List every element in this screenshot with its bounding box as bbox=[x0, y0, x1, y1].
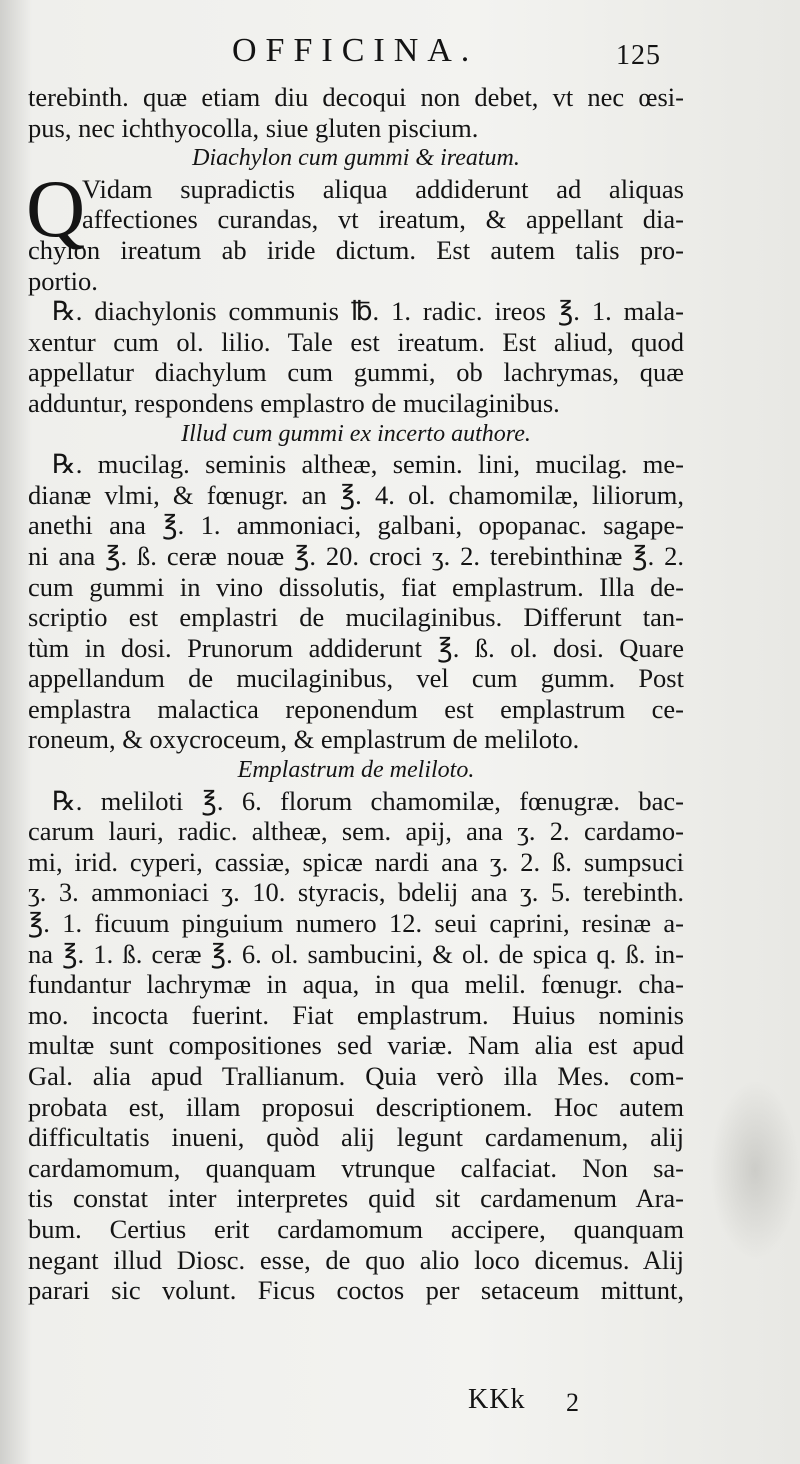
text-line: ℞. meliloti ℥. 6. florum chamomilæ, fœnugræ. bac- bbox=[52, 785, 684, 816]
text-line: terebinth. quæ etiam diu decoqui non debet, vt nec œsi- bbox=[28, 82, 684, 112]
text-line: negant illud Diosc. esse, de quo alio loco dicemus. Alij bbox=[28, 1244, 684, 1275]
text-line: ʒ. 3. ammoniaci ʒ. 10. styracis, bdelij ana ʒ. 5. terebinth. bbox=[28, 877, 684, 908]
text-block bbox=[28, 82, 684, 1306]
text-line: pus, nec ichthyocolla, siue gluten piscium. bbox=[28, 112, 479, 143]
section-heading: Emplastrum de meliloto. bbox=[237, 757, 475, 784]
signature-mark: KKk bbox=[468, 1384, 526, 1415]
text-line: ℥. 1. ficuum pinguium numero 12. seui caprini, resinæ a- bbox=[28, 908, 684, 939]
text-line: mi, irid. cyperi, cassiæ, spicæ nardi ana ʒ. 2. ß. sumpsuci bbox=[28, 846, 684, 877]
text-line: anethi ana ℥. 1. ammoniaci, galbani, opopanac. sagape- bbox=[28, 510, 684, 541]
text-line: tis constat inter interpretes quid sit cardamenum Ara- bbox=[28, 1183, 684, 1214]
text-line: parari sic volunt. Ficus coctos per setaceum mittunt, bbox=[28, 1275, 684, 1306]
text-line: emplastra malactica reponendum est emplastrum ce- bbox=[28, 693, 684, 724]
text-line: tùm in dosi. Prunorum addiderunt ℥. ß. ol. dosi. Quare bbox=[28, 632, 684, 663]
text-line: fundantur lachrymæ in aqua, in qua melil. fœnugr. cha- bbox=[28, 969, 684, 1000]
text-line: adduntur, respondens emplastro de mucilaginibus. bbox=[28, 387, 560, 418]
text-line: affectiones curandas, vt ireatum, & appellant dia- bbox=[82, 204, 684, 235]
text-line: appellatur diachylum cum gummi, ob lachrymas, quæ bbox=[28, 357, 684, 388]
text-line: portio. bbox=[28, 265, 98, 296]
text-line: roneum, & oxycroceum, & emplastrum de meliloto. bbox=[28, 724, 580, 755]
text-line: xentur cum ol. lilio. Tale est ireatum. Est aliud, quod bbox=[28, 326, 684, 357]
text-line: multæ sunt compositiones sed variæ. Nam alia est apud bbox=[28, 1030, 684, 1061]
text-line: Vidam supradictis aliqua addiderunt ad aliquas bbox=[82, 173, 684, 204]
text-line: probata est, illam proposui descriptionem. Hoc autem bbox=[28, 1091, 684, 1122]
text-line: ℞. mucilag. seminis altheæ, semin. lini, mucilag. me- bbox=[52, 449, 684, 480]
section-heading: Diachylon cum gummi & ireatum. bbox=[192, 145, 520, 172]
text-line: cardamomum, quanquam vtrunque calfaciat. Non sa- bbox=[28, 1152, 684, 1183]
text-line: Gal. alia apud Trallianum. Quia verò illa Mes. com- bbox=[28, 1061, 684, 1091]
text-line: ℞. diachylonis communis ℔. 1. radic. ireos ℥. 1. mala- bbox=[52, 296, 684, 327]
text-line: difficultatis inueni, quòd alij legunt cardamenum, alij bbox=[28, 1122, 684, 1153]
drop-cap: Q bbox=[26, 162, 86, 254]
page-footer bbox=[0, 1384, 800, 1424]
text-line: mo. incocta fuerint. Fiat emplastrum. Huius nominis bbox=[28, 999, 684, 1030]
text-line: appellandum de mucilaginibus, vel cum gumm. Post bbox=[28, 663, 684, 694]
gathering-number: 2 bbox=[566, 1388, 579, 1417]
text-line: dianæ vlmi, & fœnugr. an ℥. 4. ol. chamomilæ, liliorum, bbox=[28, 479, 684, 510]
section-heading: Illud cum gummi ex incerto authore. bbox=[181, 420, 531, 447]
text-line: carum lauri, radic. altheæ, sem. apij, ana ʒ. 2. cardamo- bbox=[28, 816, 684, 847]
text-line: ni ana ℥. ß. ceræ nouæ ℥. 20. croci ʒ. 2. terebinthinæ ℥. 2. bbox=[28, 540, 684, 571]
paper-stain bbox=[710, 1080, 800, 1260]
page-number: 125 bbox=[616, 40, 661, 71]
paragraph-with-dropcap bbox=[26, 162, 684, 296]
text-line: cum gummi in vino dissolutis, fiat emplastrum. Illa de- bbox=[28, 571, 684, 602]
text-line: na ℥. 1. ß. ceræ ℥. 6. ol. sambucini, & ol. de spica q. ß. in- bbox=[28, 938, 684, 969]
text-line: chylon ireatum ab iride dictum. Est autem talis pro- bbox=[28, 234, 684, 265]
text-line: bum. Certius erit cardamomum accipere, quanquam bbox=[28, 1213, 684, 1244]
text-line: scriptio est emplastri de mucilaginibus. Differunt tan- bbox=[28, 602, 684, 633]
page-header bbox=[0, 26, 800, 78]
running-title: OFFICINA. bbox=[232, 32, 479, 69]
